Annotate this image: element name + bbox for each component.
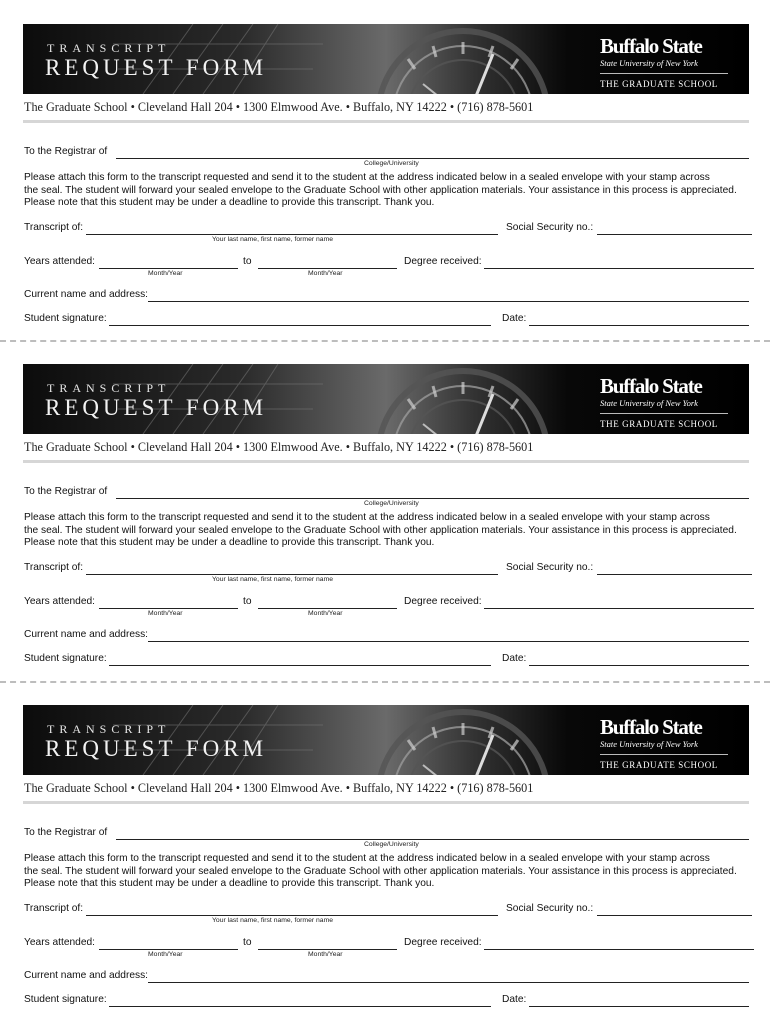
header-banner (23, 364, 749, 434)
month-year-caption-to: Month/Year (308, 610, 343, 617)
title-request-form (45, 736, 267, 762)
name-caption: Your last name, first name, former name (212, 576, 334, 583)
years-from-input-line[interactable] (99, 949, 238, 950)
degree-received-label: Degree received: (404, 596, 482, 607)
buffalo-state-logo (600, 716, 740, 770)
years-attended-label: Years attended: (24, 596, 95, 607)
separator-bar (23, 460, 749, 463)
degree-input-line[interactable] (484, 949, 754, 950)
logo-name: Buffalo State (600, 374, 702, 398)
instructions-line-3: Please note that this student may be under a deadline to provide this transcript. Thank you. (24, 878, 435, 890)
transcript-of-label: Transcript of: (24, 562, 84, 573)
buffalo-state-logo (600, 375, 740, 429)
ssn-label: Social Security no.: (506, 562, 594, 573)
title-word-form: FORM (185, 395, 268, 420)
registrar-input-line[interactable] (116, 839, 749, 840)
instructions-line-2: the seal. The student will forward your sealed envelope to the Graduate School with other application materials. Your assistance in this process is appreciated. (24, 865, 737, 877)
month-year-caption-from: Month/Year (148, 951, 183, 958)
instructions-line-3: Please note that this student may be under a deadline to provide this transcript. Thank you. (24, 537, 435, 549)
buffalo-state-logo (600, 35, 740, 89)
current-address-input-line[interactable] (148, 301, 749, 302)
logo-rule (600, 73, 728, 74)
to-label: to (243, 596, 252, 607)
years-from-input-line[interactable] (99, 268, 238, 269)
instructions-line-1: Please attach this form to the transcript requested and send it to the student at the address indicated below in a sealed envelope with your stamp across (24, 853, 710, 864)
years-attended-label: Years attended: (24, 256, 95, 267)
header-banner (23, 24, 749, 94)
student-signature-label: Student signature: (24, 994, 107, 1005)
title-word-form: FORM (185, 55, 268, 80)
transcript-name-input-line[interactable] (86, 915, 498, 916)
ssn-input-line[interactable] (597, 234, 752, 235)
title-transcript: TRANSCRIPT (47, 41, 171, 55)
degree-received-label: Degree received: (404, 256, 482, 267)
student-signature-label: Student signature: (24, 653, 107, 664)
instructions-paragraph (24, 172, 754, 210)
registrar-label: To the Registrar of (24, 486, 108, 497)
current-address-input-line[interactable] (148, 641, 749, 642)
logo-name: Buffalo State (600, 34, 702, 58)
registrar-label: To the Registrar of (24, 146, 108, 157)
registrar-input-line[interactable] (116, 158, 749, 159)
cut-line-1 (0, 340, 770, 342)
to-label: to (243, 256, 252, 267)
student-signature-label: Student signature: (24, 313, 107, 324)
instructions-line-2: the seal. The student will forward your sealed envelope to the Graduate School with other application materials. Your assistance in this process is appreciated. (24, 524, 737, 536)
ssn-label: Social Security no.: (506, 903, 594, 914)
month-year-caption-from: Month/Year (148, 610, 183, 617)
instructions-line-1: Please attach this form to the transcript requested and send it to the student at the address indicated below in a sealed envelope with your stamp across (24, 512, 710, 523)
logo-school: THE GRADUATE SCHOOL (600, 760, 718, 770)
logo-school: THE GRADUATE SCHOOL (600, 79, 718, 89)
current-address-input-line[interactable] (148, 982, 749, 983)
logo-rule (600, 413, 728, 414)
current-address-label: Current name and address: (24, 289, 149, 300)
ssn-label: Social Security no.: (506, 222, 594, 233)
title-word-request: REQUEST (45, 395, 177, 420)
years-to-input-line[interactable] (258, 608, 397, 609)
title-word-request: REQUEST (45, 736, 177, 761)
signature-input-line[interactable] (109, 665, 491, 666)
signature-input-line[interactable] (109, 325, 491, 326)
ssn-input-line[interactable] (597, 574, 752, 575)
logo-school: THE GRADUATE SCHOOL (600, 419, 718, 429)
date-input-line[interactable] (529, 1006, 749, 1007)
name-caption: Your last name, first name, former name (212, 236, 334, 243)
address-line: The Graduate School • Cleveland Hall 204 • 1300 Elmwood Ave. • Buffalo, NY 14222 • (716) 878-5601 (24, 781, 534, 795)
instructions-line-2: the seal. The student will forward your sealed envelope to the Graduate School with other application materials. Your assistance in this process is appreciated. (24, 184, 737, 196)
current-address-label: Current name and address: (24, 629, 149, 640)
date-label: Date: (502, 653, 527, 664)
logo-subtitle: State University of New York (600, 739, 698, 749)
registrar-label: To the Registrar of (24, 827, 108, 838)
degree-input-line[interactable] (484, 268, 754, 269)
date-label: Date: (502, 313, 527, 324)
college-caption: College/University (364, 500, 419, 507)
degree-input-line[interactable] (484, 608, 754, 609)
date-input-line[interactable] (529, 665, 749, 666)
logo-rule (600, 754, 728, 755)
title-request-form (45, 395, 267, 421)
instructions-paragraph (24, 853, 754, 891)
form-copy-2 (0, 364, 770, 694)
logo-subtitle: State University of New York (600, 58, 698, 68)
college-caption: College/University (364, 841, 419, 848)
name-caption: Your last name, first name, former name (212, 917, 334, 924)
logo-subtitle: State University of New York (600, 398, 698, 408)
month-year-caption-to: Month/Year (308, 951, 343, 958)
date-label: Date: (502, 994, 527, 1005)
transcript-of-label: Transcript of: (24, 222, 84, 233)
degree-received-label: Degree received: (404, 937, 482, 948)
title-request-form (45, 55, 267, 81)
transcript-name-input-line[interactable] (86, 574, 498, 575)
title-transcript: TRANSCRIPT (47, 722, 171, 736)
transcript-of-label: Transcript of: (24, 903, 84, 914)
instructions-line-1: Please attach this form to the transcript requested and send it to the student at the address indicated below in a sealed envelope with your stamp across (24, 172, 710, 183)
date-input-line[interactable] (529, 325, 749, 326)
month-year-caption-to: Month/Year (308, 270, 343, 277)
years-to-input-line[interactable] (258, 949, 397, 950)
header-banner (23, 705, 749, 775)
address-line: The Graduate School • Cleveland Hall 204 • 1300 Elmwood Ave. • Buffalo, NY 14222 • (716) 878-5601 (24, 100, 534, 114)
title-word-request: REQUEST (45, 55, 177, 80)
instructions-paragraph (24, 512, 754, 550)
separator-bar (23, 120, 749, 123)
cut-line-2 (0, 681, 770, 683)
years-to-input-line[interactable] (258, 268, 397, 269)
form-copy-1 (0, 24, 770, 354)
years-attended-label: Years attended: (24, 937, 95, 948)
instructions-line-3: Please note that this student may be under a deadline to provide this transcript. Thank you. (24, 197, 435, 209)
years-from-input-line[interactable] (99, 608, 238, 609)
month-year-caption-from: Month/Year (148, 270, 183, 277)
ssn-input-line[interactable] (597, 915, 752, 916)
registrar-input-line[interactable] (116, 498, 749, 499)
title-word-form: FORM (185, 736, 268, 761)
form-copy-3 (0, 705, 770, 1035)
address-line: The Graduate School • Cleveland Hall 204 • 1300 Elmwood Ave. • Buffalo, NY 14222 • (716) 878-5601 (24, 440, 534, 454)
signature-input-line[interactable] (109, 1006, 491, 1007)
college-caption: College/University (364, 160, 419, 167)
transcript-name-input-line[interactable] (86, 234, 498, 235)
separator-bar (23, 801, 749, 804)
logo-name: Buffalo State (600, 715, 702, 739)
to-label: to (243, 937, 252, 948)
title-transcript: TRANSCRIPT (47, 381, 171, 395)
current-address-label: Current name and address: (24, 970, 149, 981)
